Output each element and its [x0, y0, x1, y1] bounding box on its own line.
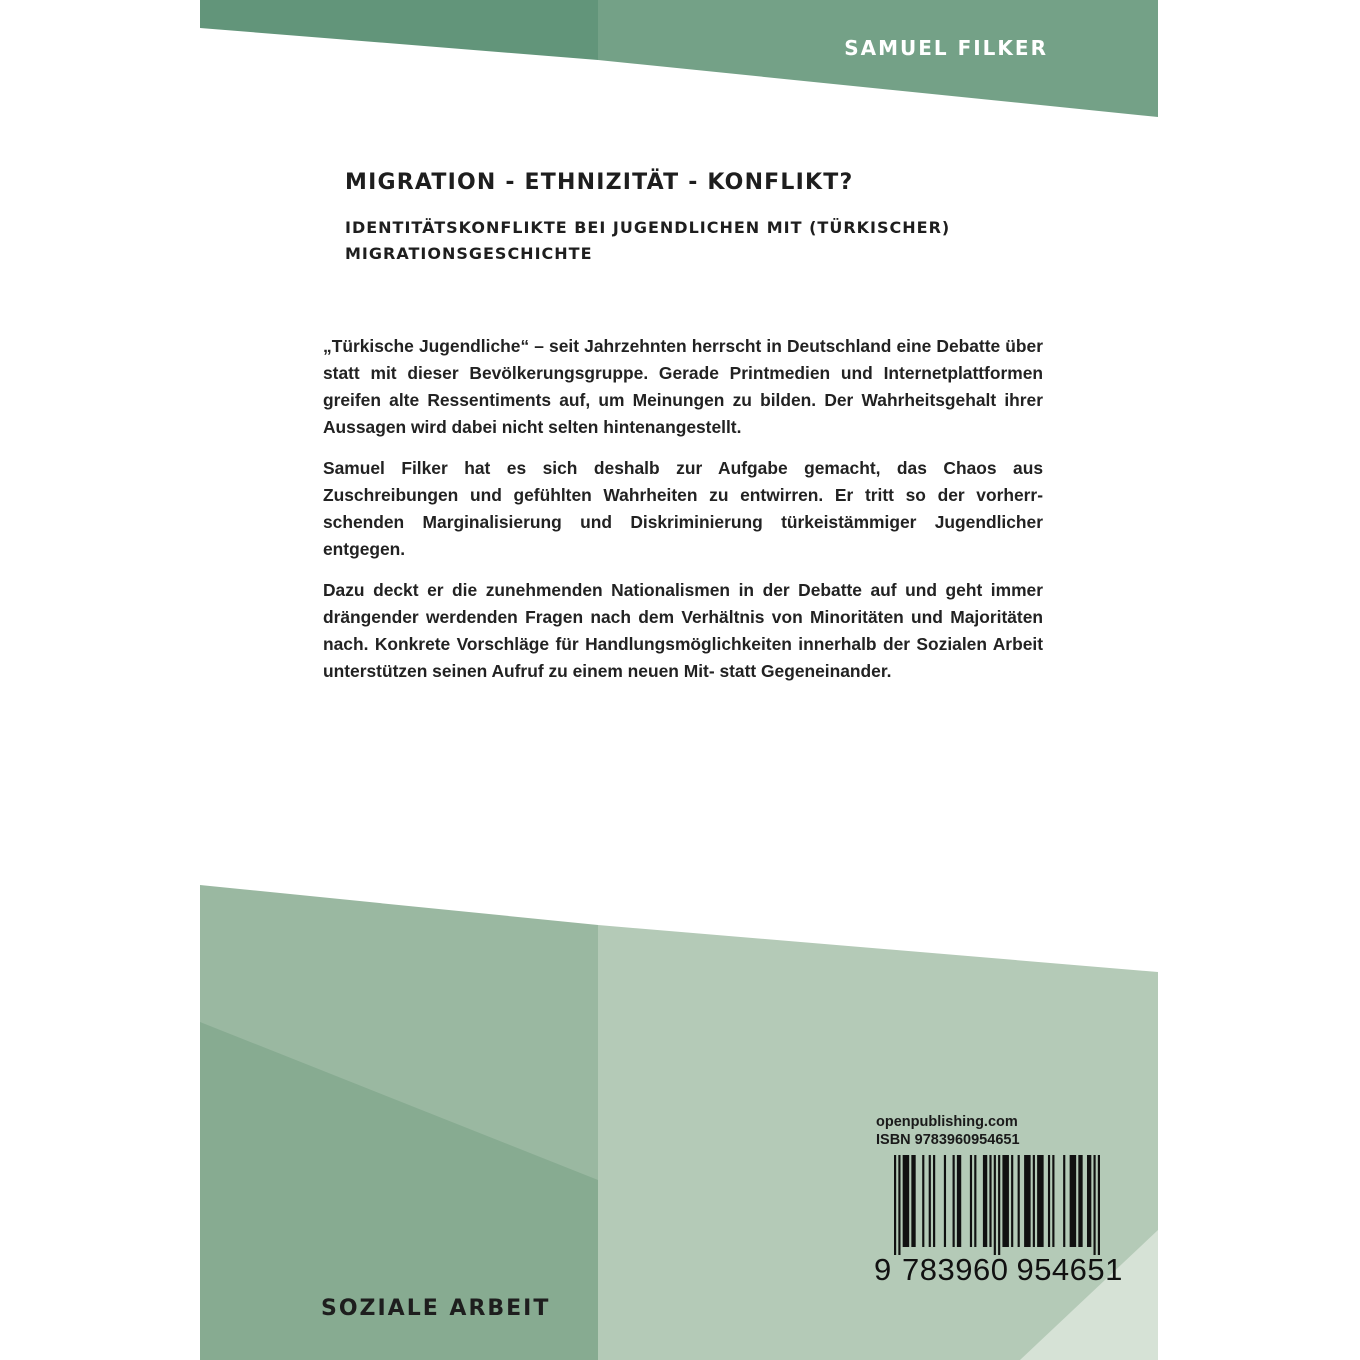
isbn-label: ISBN 9783960954651: [876, 1132, 1020, 1148]
barcode-bar: [1024, 1155, 1031, 1247]
publisher-url: openpublishing.com: [876, 1114, 1018, 1130]
barcode-bar: [1002, 1155, 1009, 1247]
barcode-bar: [944, 1155, 946, 1247]
blurb-paragraph-1: „Türkische Jugendliche“ – seit Jahrzehnten herrscht in Deutschland eine Debatte über statt mit dieser Bevölkerungsgruppe. Gerade Printmedien und Internetplattformen greifen alte Ressentiments auf, um Meinungen zu bilden. Der Wahrheitsgehalt ihrer Aussagen wird dabei nicht selten hintenangestellt.: [323, 336, 1043, 437]
barcode-bar: [974, 1155, 976, 1247]
barcode-guard-bar: [1098, 1155, 1100, 1255]
series-label: SOZIALE ARBEIT: [321, 1296, 551, 1321]
barcode-bar: [911, 1155, 915, 1247]
book-subtitle: [345, 215, 1045, 267]
barcode-guard-bar: [994, 1155, 996, 1255]
subtitle-line-2: MIGRATIONSGESCHICHTE: [345, 244, 593, 263]
barcode-digit-first: 9: [874, 1252, 892, 1287]
isbn-barcode-block: [874, 1112, 1123, 1292]
barcode-digits-left: 783960: [902, 1252, 1009, 1287]
barcode-digits-right: 954651: [1016, 1252, 1123, 1287]
barcode-bar: [989, 1155, 991, 1247]
barcode-bar: [1048, 1155, 1050, 1247]
barcode-bars: [894, 1155, 1100, 1255]
barcode-bar: [922, 1155, 924, 1247]
barcode-digits: [874, 1252, 1123, 1288]
barcode-guard-bar: [1093, 1155, 1095, 1255]
barcode-bar: [933, 1155, 935, 1247]
barcode-bar: [1063, 1155, 1065, 1247]
barcode-bar: [903, 1155, 910, 1247]
barcode-bar: [1011, 1155, 1013, 1247]
blurb: [323, 333, 1043, 699]
barcode-bar: [1078, 1155, 1082, 1247]
book-back-cover: [200, 0, 1158, 1360]
subtitle-line-1: IDENTITÄTSKONFLIKTE BEI JUGENDLICHEN MIT (TÜRKISCHER): [345, 218, 951, 237]
author-name: SAMUEL FILKER: [844, 36, 1048, 60]
blurb-paragraph-2: Samuel Filker hat es sich deshalb zur Aufgabe gemacht, das Chaos aus Zuschreibungen und gefühlten Wahrheiten zu entwirren. Er tritt so der vorherr-schenden Marginalisierung und Diskriminierung türkeistämmiger Jugendlicher entgegen.: [323, 458, 1043, 559]
barcode-bar: [970, 1155, 972, 1247]
barcode-bar: [957, 1155, 961, 1247]
barcode-bar: [1070, 1155, 1077, 1247]
barcode-bar: [1037, 1155, 1044, 1247]
book-title: MIGRATION - ETHNIZITÄT - KONFLIKT?: [345, 170, 854, 195]
barcode-guard-bar: [894, 1155, 896, 1255]
barcode-bar: [1033, 1155, 1035, 1247]
barcode-guard-bar: [898, 1155, 900, 1255]
barcode-bar: [1052, 1155, 1054, 1247]
barcode-bar: [929, 1155, 931, 1247]
blurb-paragraph-3: Dazu deckt er die zunehmenden Nationalismen in der Debatte auf und geht immer drängender werdenden Fragen nach dem Verhältnis von Minoritäten und Majoritäten nach. Konkrete Vorschläge für Handlungsmöglichkeiten innerhalb der Sozialen Arbeit unterstützen seinen Aufruf zu einem neuen Mit- statt Gegeneinander.: [323, 580, 1043, 681]
barcode-bar: [953, 1155, 955, 1247]
barcode-guard-bar: [998, 1155, 1000, 1255]
barcode-bar: [1087, 1155, 1091, 1247]
top-band-left-shape: [200, 0, 598, 60]
barcode-bar: [983, 1155, 987, 1247]
barcode-bar: [1018, 1155, 1020, 1247]
